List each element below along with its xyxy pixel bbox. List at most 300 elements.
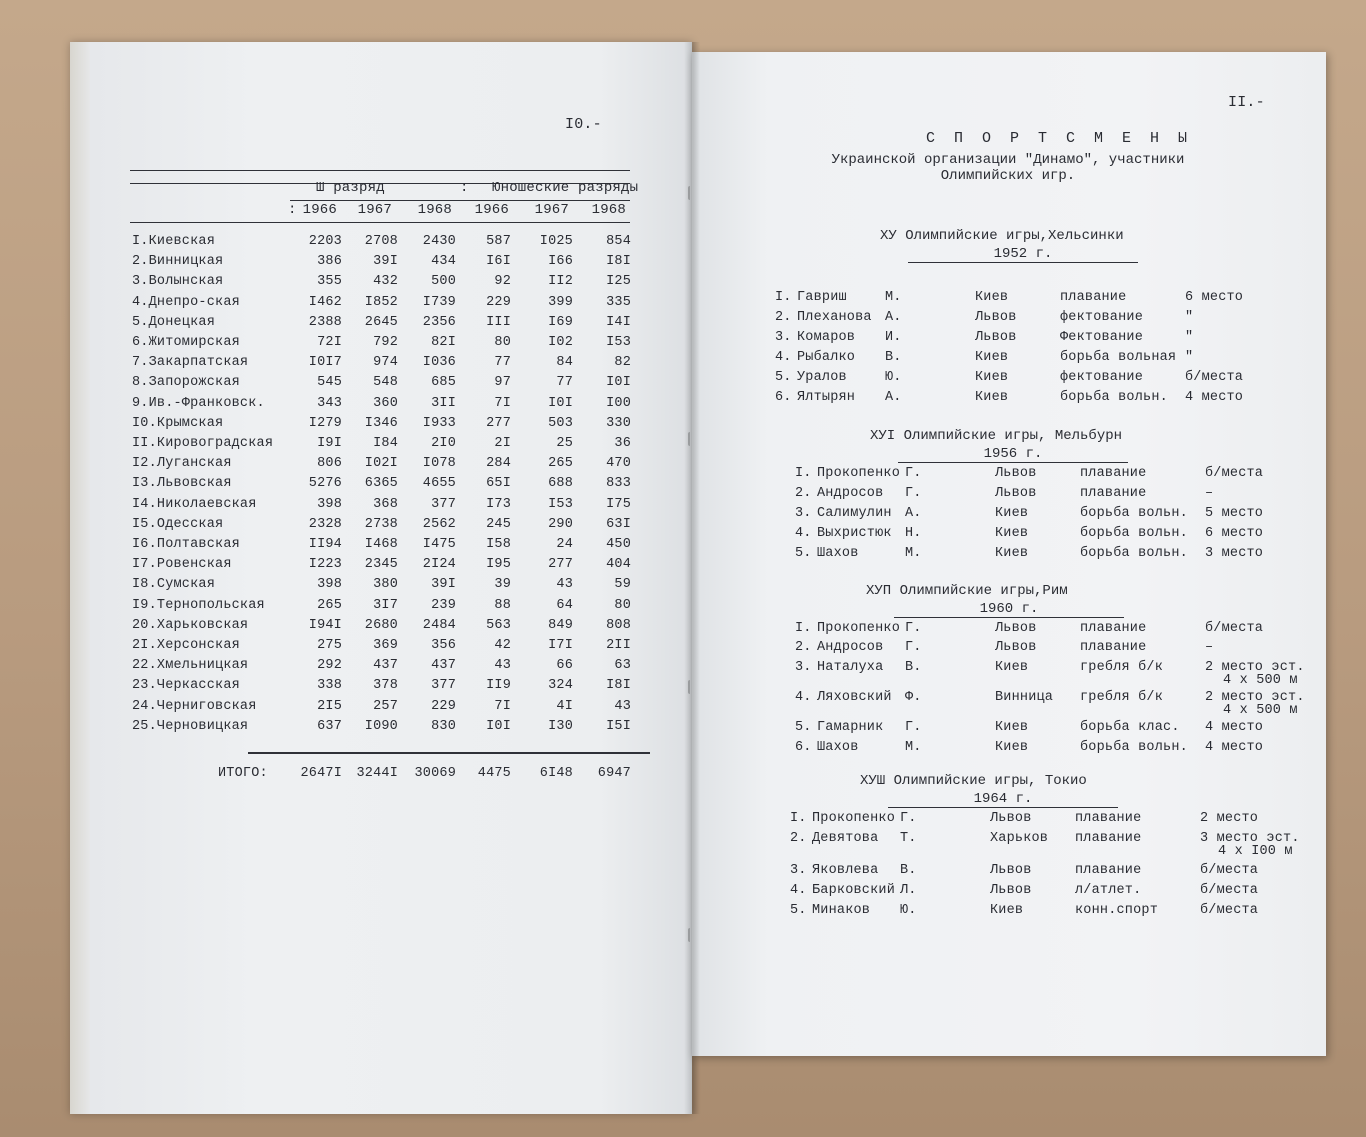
total-value-col4: 4475 bbox=[477, 766, 511, 781]
olympics-heading: ХУI Олимпийские игры, Мельбурн bbox=[870, 428, 1123, 444]
region-value-col5: 324 bbox=[548, 678, 573, 693]
region-value-col5: 24 bbox=[556, 537, 573, 552]
athlete-place: б/места bbox=[1200, 903, 1259, 918]
athlete-city: Львов bbox=[990, 883, 1032, 898]
athlete-city: Киев bbox=[995, 506, 1029, 521]
region-value-col6: 808 bbox=[606, 618, 631, 633]
athlete-place: 4 место bbox=[1205, 740, 1264, 755]
region-value-col3: 229 bbox=[431, 699, 456, 714]
left-page-number: I0.- bbox=[565, 116, 602, 133]
region-value-col5: I7I bbox=[548, 638, 573, 653]
athlete-sport: л/атлет. bbox=[1075, 883, 1142, 898]
athlete-place: 6 место bbox=[1185, 290, 1244, 305]
region-value-col6: I75 bbox=[606, 497, 631, 512]
region-name: 6.Житомирская bbox=[132, 335, 240, 350]
region-value-col6: I00 bbox=[606, 396, 631, 411]
region-name: 22.Хмельницкая bbox=[132, 658, 249, 673]
athlete-ini: Ю. bbox=[885, 370, 902, 385]
region-value-col5: 84 bbox=[556, 355, 573, 370]
region-name: 24.Черниговская bbox=[132, 699, 257, 714]
region-value-col4: 7I bbox=[494, 699, 511, 714]
athlete-city: Львов bbox=[995, 621, 1037, 636]
region-value-col4: 563 bbox=[486, 618, 511, 633]
athlete-n: I. bbox=[790, 811, 807, 826]
athlete-n: 2. bbox=[795, 640, 812, 655]
region-value-col4: 587 bbox=[486, 234, 511, 249]
athlete-city: Харьков bbox=[990, 831, 1049, 846]
region-value-col6: I8I bbox=[606, 254, 631, 269]
region-value-col1: I279 bbox=[308, 416, 342, 431]
athlete-place: 2 место bbox=[1200, 811, 1259, 826]
athlete-ini: Г. bbox=[905, 720, 922, 735]
region-value-col1: 398 bbox=[317, 577, 342, 592]
athlete-sport: борьба вольн. bbox=[1080, 526, 1188, 541]
region-value-col4: I95 bbox=[486, 557, 511, 572]
region-value-col3: 82I bbox=[431, 335, 456, 350]
region-name: II.Кировоградская bbox=[132, 436, 274, 451]
header-year-col3: 1968 bbox=[417, 202, 452, 218]
region-value-col3: 377 bbox=[431, 678, 456, 693]
region-value-col4: 92 bbox=[494, 274, 511, 289]
athlete-sport: борьба вольн. bbox=[1080, 740, 1188, 755]
region-value-col5: I53 bbox=[548, 497, 573, 512]
athlete-name: Андросов bbox=[817, 640, 884, 655]
region-value-col6: 82 bbox=[614, 355, 631, 370]
athlete-sport: борьба клас. bbox=[1080, 720, 1180, 735]
region-value-col4: 7I bbox=[494, 396, 511, 411]
region-value-col5: I0I bbox=[548, 396, 573, 411]
region-name: I.Киевская bbox=[132, 234, 216, 249]
athlete-city: Киев bbox=[975, 350, 1009, 365]
region-value-col3: I078 bbox=[422, 456, 456, 471]
total-value-col2: 3244I bbox=[356, 766, 398, 781]
athlete-city: Киев bbox=[995, 526, 1029, 541]
staple-top bbox=[688, 186, 696, 200]
olympics-year: 1960 г. bbox=[894, 601, 1124, 618]
region-name: 2.Винницкая bbox=[132, 254, 224, 269]
athlete-place: б/места bbox=[1185, 370, 1244, 385]
athlete-name: Прокопенко bbox=[817, 466, 901, 481]
athlete-place: 2 место эст. bbox=[1205, 660, 1305, 675]
total-value-col3: 30069 bbox=[414, 766, 456, 781]
region-value-col4: 80 bbox=[494, 335, 511, 350]
region-value-col3: 2I24 bbox=[422, 557, 456, 572]
athlete-name: Наталуха bbox=[817, 660, 884, 675]
athlete-n: 2. bbox=[795, 486, 812, 501]
region-value-col3: 2I0 bbox=[431, 436, 456, 451]
region-value-col2: 2645 bbox=[364, 315, 398, 330]
athlete-n: 3. bbox=[790, 863, 807, 878]
region-value-col5: 290 bbox=[548, 517, 573, 532]
region-name: I8.Сумская bbox=[132, 577, 216, 592]
region-value-col6: 450 bbox=[606, 537, 631, 552]
athlete-sport: плавание bbox=[1075, 831, 1142, 846]
athlete-place: " bbox=[1185, 350, 1194, 365]
region-value-col5: I025 bbox=[539, 234, 573, 249]
athlete-name: Уралов bbox=[797, 370, 847, 385]
athlete-ini: Ю. bbox=[900, 903, 917, 918]
region-value-col1: 2203 bbox=[308, 234, 342, 249]
region-value-col1: 275 bbox=[317, 638, 342, 653]
region-value-col6: 470 bbox=[606, 456, 631, 471]
region-value-col4: I58 bbox=[486, 537, 511, 552]
region-value-col1: 265 bbox=[317, 598, 342, 613]
athlete-n: I. bbox=[775, 290, 792, 305]
region-value-col6: 833 bbox=[606, 476, 631, 491]
region-name: 20.Харьковская bbox=[132, 618, 249, 633]
athlete-name: Плеханова bbox=[797, 310, 872, 325]
athlete-n: 4. bbox=[795, 526, 812, 541]
athlete-ini: Ф. bbox=[905, 690, 922, 705]
region-value-col2: 2738 bbox=[364, 517, 398, 532]
athlete-place: б/места bbox=[1205, 466, 1264, 481]
region-value-col1: 355 bbox=[317, 274, 342, 289]
region-value-col1: 5276 bbox=[308, 476, 342, 491]
athlete-name: Шахов bbox=[817, 546, 859, 561]
region-value-col5: 277 bbox=[548, 557, 573, 572]
athlete-sport: плавание bbox=[1060, 290, 1127, 305]
region-value-col2: 39I bbox=[373, 254, 398, 269]
region-value-col2: 548 bbox=[373, 375, 398, 390]
athlete-ini: Л. bbox=[900, 883, 917, 898]
athlete-place: 4 место bbox=[1185, 390, 1244, 405]
region-value-col4: I0I bbox=[486, 719, 511, 734]
staple-bottom bbox=[688, 928, 696, 942]
region-value-col5: 66 bbox=[556, 658, 573, 673]
region-value-col5: 43 bbox=[556, 577, 573, 592]
athlete-sport: плавание bbox=[1080, 466, 1147, 481]
region-value-col2: I346 bbox=[364, 416, 398, 431]
athlete-sport: Фектование bbox=[1060, 330, 1144, 345]
region-value-col4: 77 bbox=[494, 355, 511, 370]
athlete-place: " bbox=[1185, 310, 1194, 325]
athlete-place: 4 место bbox=[1205, 720, 1264, 735]
header-group-youth: Юношеские разряды bbox=[492, 180, 639, 196]
athlete-ini: В. bbox=[905, 660, 922, 675]
athlete-n: 3. bbox=[795, 660, 812, 675]
region-value-col1: 72I bbox=[317, 335, 342, 350]
region-value-col4: 2I bbox=[494, 436, 511, 451]
olympics-year: 1964 г. bbox=[888, 791, 1118, 808]
region-name: I4.Николаевская bbox=[132, 497, 257, 512]
athlete-place: б/места bbox=[1205, 621, 1264, 636]
region-name: I7.Ровенская bbox=[132, 557, 232, 572]
athlete-ini: Г. bbox=[905, 486, 922, 501]
region-value-col2: I090 bbox=[364, 719, 398, 734]
athlete-city: Киев bbox=[995, 660, 1029, 675]
athlete-name: Салимулин bbox=[817, 506, 892, 521]
region-value-col6: 36 bbox=[614, 436, 631, 451]
athlete-ini: А. bbox=[885, 390, 902, 405]
region-name: 25.Черновицкая bbox=[132, 719, 249, 734]
region-value-col6: I53 bbox=[606, 335, 631, 350]
athlete-n: I. bbox=[795, 621, 812, 636]
total-value-col5: 6I48 bbox=[539, 766, 573, 781]
region-value-col2: 2708 bbox=[364, 234, 398, 249]
athlete-sport: гребля б/к bbox=[1080, 690, 1164, 705]
athlete-ini: В. bbox=[900, 863, 917, 878]
region-value-col3: 500 bbox=[431, 274, 456, 289]
athlete-event-detail: 4 х I00 м bbox=[1218, 844, 1293, 859]
region-value-col3: 2562 bbox=[422, 517, 456, 532]
region-value-col4: 39 bbox=[494, 577, 511, 592]
athlete-n: 4. bbox=[775, 350, 792, 365]
athlete-ini: М. bbox=[885, 290, 902, 305]
region-value-col2: 380 bbox=[373, 577, 398, 592]
region-value-col4: I73 bbox=[486, 497, 511, 512]
region-value-col5: II2 bbox=[548, 274, 573, 289]
region-value-col6: 404 bbox=[606, 557, 631, 572]
olympics-year: 1952 г. bbox=[908, 246, 1138, 263]
athlete-city: Винница bbox=[995, 690, 1054, 705]
athlete-city: Львов bbox=[995, 640, 1037, 655]
athlete-n: 5. bbox=[795, 546, 812, 561]
olympics-heading: ХУП Олимпийские игры,Рим bbox=[866, 583, 1068, 599]
athlete-name: Гавриш bbox=[797, 290, 847, 305]
header-year-col5: 1967 bbox=[534, 202, 569, 218]
athlete-ini: М. bbox=[905, 740, 922, 755]
region-value-col6: I4I bbox=[606, 315, 631, 330]
region-value-col2: I468 bbox=[364, 537, 398, 552]
athlete-place: б/места bbox=[1200, 863, 1259, 878]
region-value-col5: 4I bbox=[556, 699, 573, 714]
athlete-ini: Г. bbox=[905, 640, 922, 655]
region-value-col1: 806 bbox=[317, 456, 342, 471]
olympics-heading: ХУШ Олимпийские игры, Токио bbox=[860, 773, 1087, 789]
region-value-col4: 284 bbox=[486, 456, 511, 471]
region-name: I3.Львовская bbox=[132, 476, 232, 491]
athlete-name: Девятова bbox=[812, 831, 879, 846]
region-name: 3.Волынская bbox=[132, 274, 224, 289]
region-value-col2: 369 bbox=[373, 638, 398, 653]
region-value-col4: 65I bbox=[486, 476, 511, 491]
athlete-name: Гамарник bbox=[817, 720, 884, 735]
region-name: I0.Крымская bbox=[132, 416, 224, 431]
region-value-col5: 399 bbox=[548, 295, 573, 310]
region-value-col6: I25 bbox=[606, 274, 631, 289]
athlete-ini: В. bbox=[885, 350, 902, 365]
athlete-n: 6. bbox=[795, 740, 812, 755]
region-value-col1: 343 bbox=[317, 396, 342, 411]
athlete-event-detail: 4 х 500 м bbox=[1223, 703, 1298, 718]
region-value-col5: 503 bbox=[548, 416, 573, 431]
athlete-name: Комаров bbox=[797, 330, 856, 345]
region-value-col2: I84 bbox=[373, 436, 398, 451]
region-value-col1: I94I bbox=[308, 618, 342, 633]
athlete-ini: М. bbox=[905, 546, 922, 561]
region-value-col1: I462 bbox=[308, 295, 342, 310]
region-value-col3: 685 bbox=[431, 375, 456, 390]
region-value-col6: I8I bbox=[606, 678, 631, 693]
region-value-col5: I30 bbox=[548, 719, 573, 734]
region-value-col3: I739 bbox=[422, 295, 456, 310]
athlete-ini: Т. bbox=[900, 831, 917, 846]
book-gutter bbox=[684, 42, 700, 1114]
region-value-col3: 2430 bbox=[422, 234, 456, 249]
header-group-third-class: Ш разряд bbox=[316, 180, 385, 196]
region-value-col1: 398 bbox=[317, 497, 342, 512]
total-rule bbox=[248, 752, 650, 754]
region-value-col3: 356 bbox=[431, 638, 456, 653]
athlete-place: " bbox=[1185, 330, 1194, 345]
athlete-n: 5. bbox=[790, 903, 807, 918]
athlete-sport: борьба вольн. bbox=[1060, 390, 1168, 405]
athlete-sport: фектование bbox=[1060, 370, 1144, 385]
region-value-col3: 3II bbox=[431, 396, 456, 411]
region-value-col2: I852 bbox=[364, 295, 398, 310]
region-value-col3: 434 bbox=[431, 254, 456, 269]
athlete-place: 5 место bbox=[1205, 506, 1264, 521]
region-value-col4: 42 bbox=[494, 638, 511, 653]
athlete-sport: плавание bbox=[1080, 640, 1147, 655]
region-value-col1: 338 bbox=[317, 678, 342, 693]
region-name: I5.Одесская bbox=[132, 517, 224, 532]
athlete-place: 2 место эст. bbox=[1205, 690, 1305, 705]
region-value-col2: 3I7 bbox=[373, 598, 398, 613]
region-value-col4: 97 bbox=[494, 375, 511, 390]
region-value-col5: 265 bbox=[548, 456, 573, 471]
athlete-city: Киев bbox=[995, 720, 1029, 735]
region-value-col1: 2328 bbox=[308, 517, 342, 532]
region-value-col2: 6365 bbox=[364, 476, 398, 491]
athlete-name: Шахов bbox=[817, 740, 859, 755]
athlete-ini: Н. bbox=[905, 526, 922, 541]
right-page-number: II.- bbox=[1228, 94, 1265, 111]
header-year-col6: 1968 bbox=[591, 202, 626, 218]
region-value-col3: 4655 bbox=[422, 476, 456, 491]
region-value-col6: 59 bbox=[614, 577, 631, 592]
region-value-col2: 360 bbox=[373, 396, 398, 411]
athlete-city: Киев bbox=[975, 290, 1009, 305]
region-value-col2: 974 bbox=[373, 355, 398, 370]
region-value-col5: 688 bbox=[548, 476, 573, 491]
athlete-n: 2. bbox=[790, 831, 807, 846]
region-value-col5: 25 bbox=[556, 436, 573, 451]
athlete-n: 3. bbox=[775, 330, 792, 345]
right-page-subtitle-line1: Украинской организации "Динамо", участники bbox=[831, 152, 1185, 168]
region-value-col6: 330 bbox=[606, 416, 631, 431]
athlete-sport: борьба вольн. bbox=[1080, 506, 1188, 521]
region-name: 23.Черкасская bbox=[132, 678, 240, 693]
staple-lower bbox=[688, 680, 696, 694]
region-value-col5: I02 bbox=[548, 335, 573, 350]
header-separator: : bbox=[460, 180, 469, 196]
region-value-col4: III bbox=[486, 315, 511, 330]
header-year-col2: 1967 bbox=[357, 202, 392, 218]
region-value-col2: 368 bbox=[373, 497, 398, 512]
athlete-ini: И. bbox=[885, 330, 902, 345]
athlete-ini: А. bbox=[905, 506, 922, 521]
athlete-ini: Г. bbox=[905, 621, 922, 636]
athlete-city: Львов bbox=[975, 330, 1017, 345]
athlete-city: Львов bbox=[975, 310, 1017, 325]
athlete-place: 3 место bbox=[1205, 546, 1264, 561]
athlete-sport: плавание bbox=[1075, 863, 1142, 878]
athlete-name: Минаков bbox=[812, 903, 871, 918]
right-page-title: С П О Р Т С М Е Н Ы bbox=[926, 130, 1193, 147]
athlete-city: Львов bbox=[995, 466, 1037, 481]
region-value-col4: 43 bbox=[494, 658, 511, 673]
region-name: I2.Луганская bbox=[132, 456, 232, 471]
athlete-name: Ляховский bbox=[817, 690, 892, 705]
athlete-sport: борьба вольн. bbox=[1080, 546, 1188, 561]
athlete-city: Львов bbox=[990, 863, 1032, 878]
region-value-col4: 277 bbox=[486, 416, 511, 431]
region-value-col6: 80 bbox=[614, 598, 631, 613]
athlete-n: 2. bbox=[775, 310, 792, 325]
athlete-n: 5. bbox=[775, 370, 792, 385]
athlete-n: 3. bbox=[795, 506, 812, 521]
region-value-col3: I475 bbox=[422, 537, 456, 552]
athlete-ini: Г. bbox=[900, 811, 917, 826]
athlete-name: Ялтырян bbox=[797, 390, 856, 405]
region-value-col2: 2345 bbox=[364, 557, 398, 572]
region-value-col3: I036 bbox=[422, 355, 456, 370]
region-value-col3: 377 bbox=[431, 497, 456, 512]
region-value-col5: 849 bbox=[548, 618, 573, 633]
region-value-col5: 77 bbox=[556, 375, 573, 390]
region-name: 5.Донецкая bbox=[132, 315, 216, 330]
total-value-col6: 6947 bbox=[597, 766, 631, 781]
athlete-name: Андросов bbox=[817, 486, 884, 501]
region-value-col1: I0I7 bbox=[308, 355, 342, 370]
athlete-ini: А. bbox=[885, 310, 902, 325]
left-page-edge bbox=[70, 42, 90, 1114]
athlete-city: Киев bbox=[975, 370, 1009, 385]
athlete-n: 6. bbox=[775, 390, 792, 405]
region-name: I9.Тернопольская bbox=[132, 598, 265, 613]
athlete-n: 4. bbox=[790, 883, 807, 898]
region-name: 4.Днепро-ская bbox=[132, 295, 240, 310]
region-value-col1: 637 bbox=[317, 719, 342, 734]
athlete-name: Рыбалко bbox=[797, 350, 856, 365]
region-name: 8.Запорожская bbox=[132, 375, 240, 390]
athlete-sport: плавание bbox=[1080, 486, 1147, 501]
total-value-col1: 2647I bbox=[300, 766, 342, 781]
athlete-name: Барковский bbox=[812, 883, 896, 898]
athlete-place: 3 место эст. bbox=[1200, 831, 1300, 846]
region-value-col2: 2680 bbox=[364, 618, 398, 633]
region-value-col1: I223 bbox=[308, 557, 342, 572]
region-value-col3: 39I bbox=[431, 577, 456, 592]
region-value-col1: I9I bbox=[317, 436, 342, 451]
region-value-col4: 229 bbox=[486, 295, 511, 310]
region-value-col3: 239 bbox=[431, 598, 456, 613]
athlete-place: б/места bbox=[1200, 883, 1259, 898]
athlete-place: 6 место bbox=[1205, 526, 1264, 541]
region-value-col6: 335 bbox=[606, 295, 631, 310]
athlete-city: Киев bbox=[975, 390, 1009, 405]
region-value-col2: I02I bbox=[364, 456, 398, 471]
region-value-col1: II94 bbox=[308, 537, 342, 552]
athlete-event-detail: 4 х 500 м bbox=[1223, 673, 1298, 688]
athlete-city: Киев bbox=[995, 740, 1029, 755]
athlete-n: I. bbox=[795, 466, 812, 481]
region-value-col4: II9 bbox=[486, 678, 511, 693]
header-year-prefix: : bbox=[288, 202, 297, 218]
athlete-city: Львов bbox=[995, 486, 1037, 501]
region-value-col3: 437 bbox=[431, 658, 456, 673]
header-mid-rule bbox=[290, 200, 630, 201]
athlete-city: Львов bbox=[990, 811, 1032, 826]
athlete-ini: Г. bbox=[905, 466, 922, 481]
region-value-col6: 43 bbox=[614, 699, 631, 714]
region-name: 7.Закарпатская bbox=[132, 355, 249, 370]
athlete-city: Киев bbox=[995, 546, 1029, 561]
region-value-col4: I6I bbox=[486, 254, 511, 269]
region-value-col2: 437 bbox=[373, 658, 398, 673]
athlete-name: Прокопенко bbox=[817, 621, 901, 636]
